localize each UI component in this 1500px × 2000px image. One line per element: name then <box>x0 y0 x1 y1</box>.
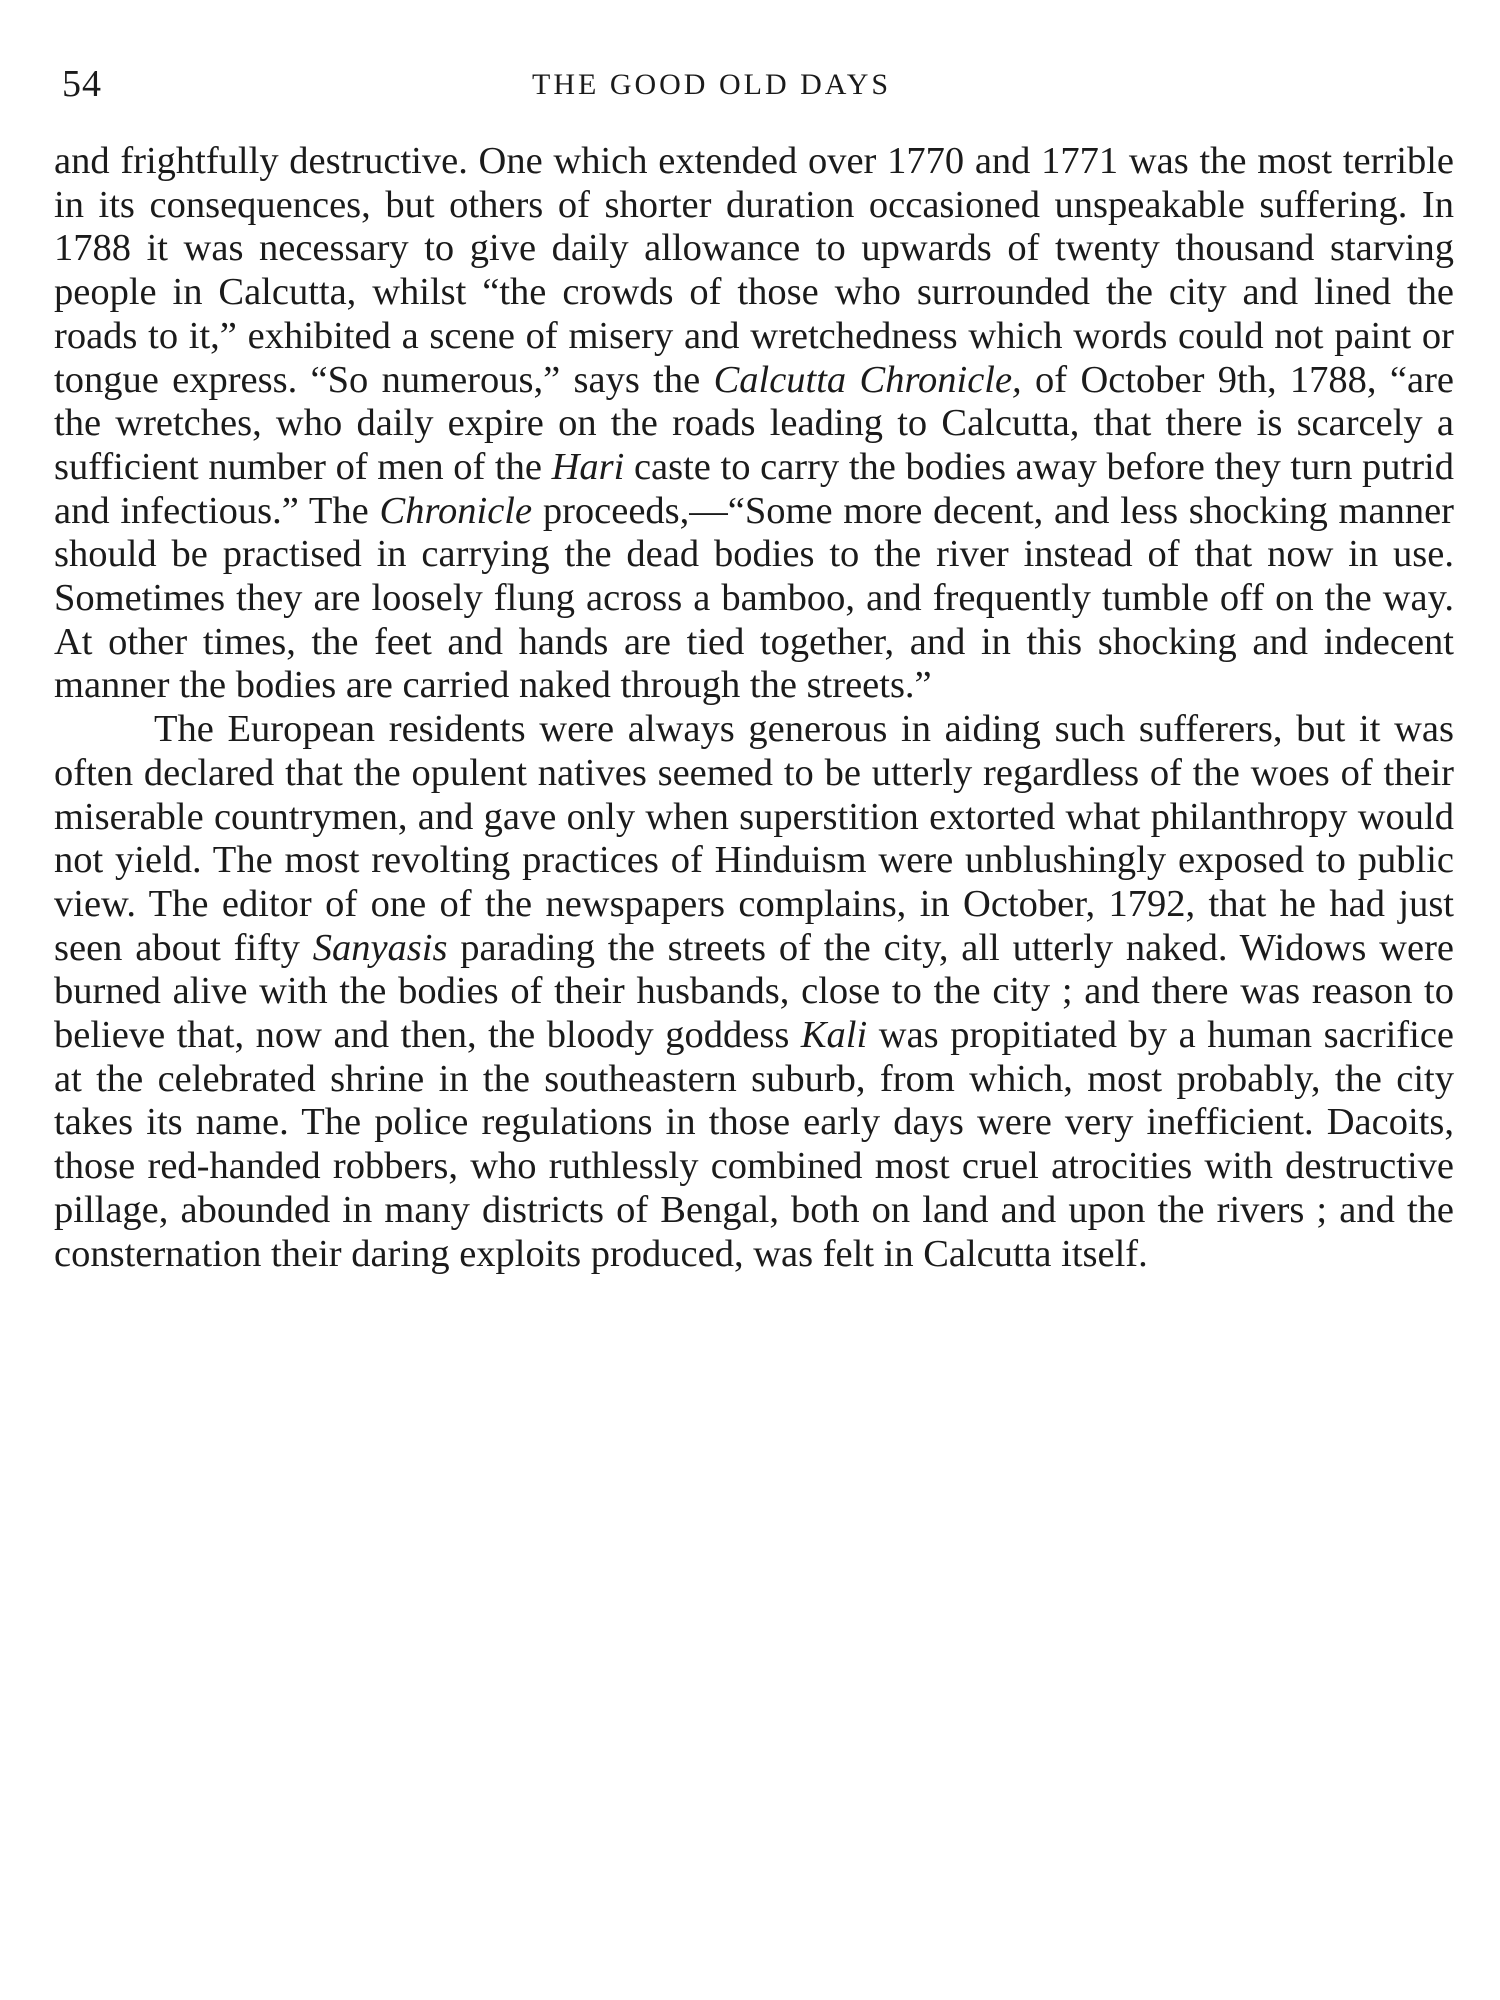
paragraph-1-text: proceeds,—“Some more decent, and less shocking manner should be practised in carrying the dead bodies to the river instead of that now in use. Sometimes they are loosely flung across a bamboo, and frequently tumble off on the way. At other times, the feet and hands are tied together, and in this shocking and indecent manner the bodies are carried naked through the streets.” <box>54 489 1455 707</box>
running-title: THE GOOD OLD DAYS <box>532 68 892 101</box>
paragraph-2-text: parading the streets of the city, all utterly naked. Widows were burned alive with the bodies of their husbands, close to the city ; and there was reason to believe that, now and then, the bloody goddess <box>54 926 1454 1057</box>
italic-kali: Kali <box>800 1014 868 1057</box>
italic-calcutta-chronicle: Calcutta Chronicle, <box>713 358 1022 401</box>
paragraph-1-text: of October 9th, 1788, “are the wretches, who daily expire on the roads leading to Calcutta, that there is scarcely a sufficient number of men of the <box>54 358 1454 488</box>
paragraph-1-text: caste to carry the bodies away before they turn putrid and infectious.” The <box>54 445 1454 532</box>
paragraph-2-text: was propitiated by a human sacrifice at the celebrated shrine in the southeastern suburb, from which, most probably, the city takes its name. The police regulations in those early days were very inefficient. Dacoits, those red-handed robbers, who ruthlessly combined most cruel atrocities with destructive pillage, abounded in many districts of Bengal, both on land and upon the rivers ; and the consternation their daring exploits produced, was felt in Calcutta itself. <box>54 1014 1454 1275</box>
paragraph-1 <box>54 140 1454 708</box>
italic-chronicle: Chronicle <box>379 489 533 532</box>
paragraph-2-text: The European residents were always generous in aiding such sufferers, but it was often declared that the opulent natives seemed to be utterly regardless of the woes of their miserable countrymen, and gave only when superstition extorted what philanthropy would not yield. The most revolting practices of Hinduism were unblushingly exposed to public view. The editor of one of the newspapers complains, in October, 1792, that he had just seen about fifty <box>54 708 1454 969</box>
paragraph-2 <box>54 708 1454 1276</box>
body-text <box>54 140 1454 1276</box>
paragraph-1-text: and frightfully destructive. One which extended over 1770 and 1771 was the most terrible in its consequences, but others of shorter duration occasioned unspeakable suffering. In 1788 it was necessary to give daily allowance to upwards of twenty thousand starving people in Calcutta, whilst “the crowds of those who surrounded the city and lined the roads to it,” exhibited a scene of misery and wretchedness which words could not paint or tongue express. “So numerous,” says the <box>54 140 1454 401</box>
italic-hari: Hari <box>551 445 625 488</box>
page-header <box>62 62 1462 112</box>
italic-sanyasis: Sanyasis <box>312 926 448 969</box>
page-number: 54 <box>62 63 102 105</box>
